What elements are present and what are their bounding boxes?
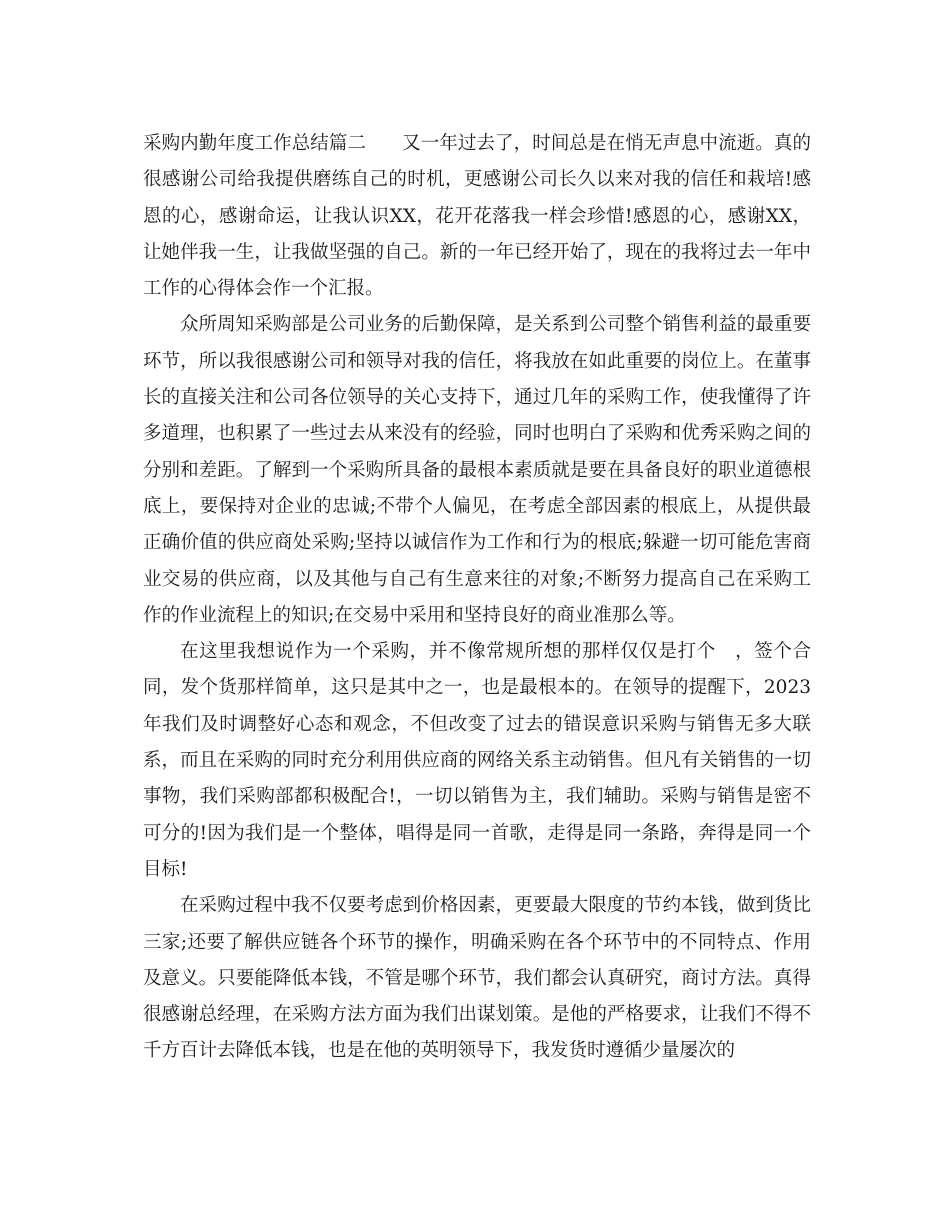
paragraph-2: 众所周知采购部是公司业务的后勤保障，是关系到公司整个销售利益的最重要环节，所以我很感谢公司和领导对我的信任，将我放在如此重要的岗位上。在董事长的直接关注和公司各位领导的关心支持下，通过几年的采购工作，使我懂得了许多道理，也积累了一些过去从来没有的经验，同时也明白了采购和优秀采购之间的分别和差距。了解到一个采购所具备的最根本素质就是要在具备良好的职业道德根底上，要保持对企业的忠诚;不带个人偏见，在考虑全部因素的根底上，从提供最正确价值的供应商处采购;坚持以诚信作为工作和行为的根底;躲避一切可能危害商业交易的供应商，以及其他与自己有生意来往的对象;不断努力提高自己在采购工作的作业流程上的知识;在交易中采用和坚持良好的商业准那么等。 bbox=[143, 314, 811, 626]
document-title: 采购内勤年度工作总结篇二 bbox=[143, 133, 367, 154]
paragraph-1 bbox=[143, 126, 811, 307]
paragraph-3: 在这里我想说作为一个采购，并不像常规所想的那样仅仅是打个 ，签个合同，发个货那样简单，这只是其中之一，也是最根本的。在领导的提醒下，2023年我们及时调整好心态和观念，不但改变了过去的错误意识采购与销售无多大联系，而且在采购的同时充分利用供应商的网络关系主动销售。但凡有关销售的一切事物，我们采购部都积极配合!，一切以销售为主，我们辅助。采购与销售是密不可分的!因为我们是一个整体，唱得是同一首歌，走得是同一条路，奔得是同一个目标! bbox=[143, 641, 811, 880]
paragraph-1-text: 又一年过去了，时间总是在悄无声息中流逝。真的很感谢公司给我提供磨练自己的时机，更感谢公司长久以来对我的信任和栽培!感恩的心，感谢命运，让我认识XX，花开花落我一样会珍惜!感恩的心，感谢XX，让她伴我一生，让我做坚强的自己。新的一年已经开始了，现在的我将过去一年中工作的心得体会作一个汇报。 bbox=[143, 133, 811, 300]
document-body bbox=[143, 126, 811, 1070]
paragraph-4: 在采购过程中我不仅要考虑到价格因素，更要最大限度的节约本钱，做到货比三家;还要了解供应链各个环节的操作，明确采购在各个环节中的不同特点、作用及意义。只要能降低本钱，不管是哪个环节，我们都会认真研究，商讨方法。真得很感谢总经理，在采购方法方面为我们出谋划策。是他的严格要求，让我们不得不千方百计去降低本钱，也是在他的英明领导下，我发货时遵循少量屡次的 bbox=[143, 895, 811, 1062]
